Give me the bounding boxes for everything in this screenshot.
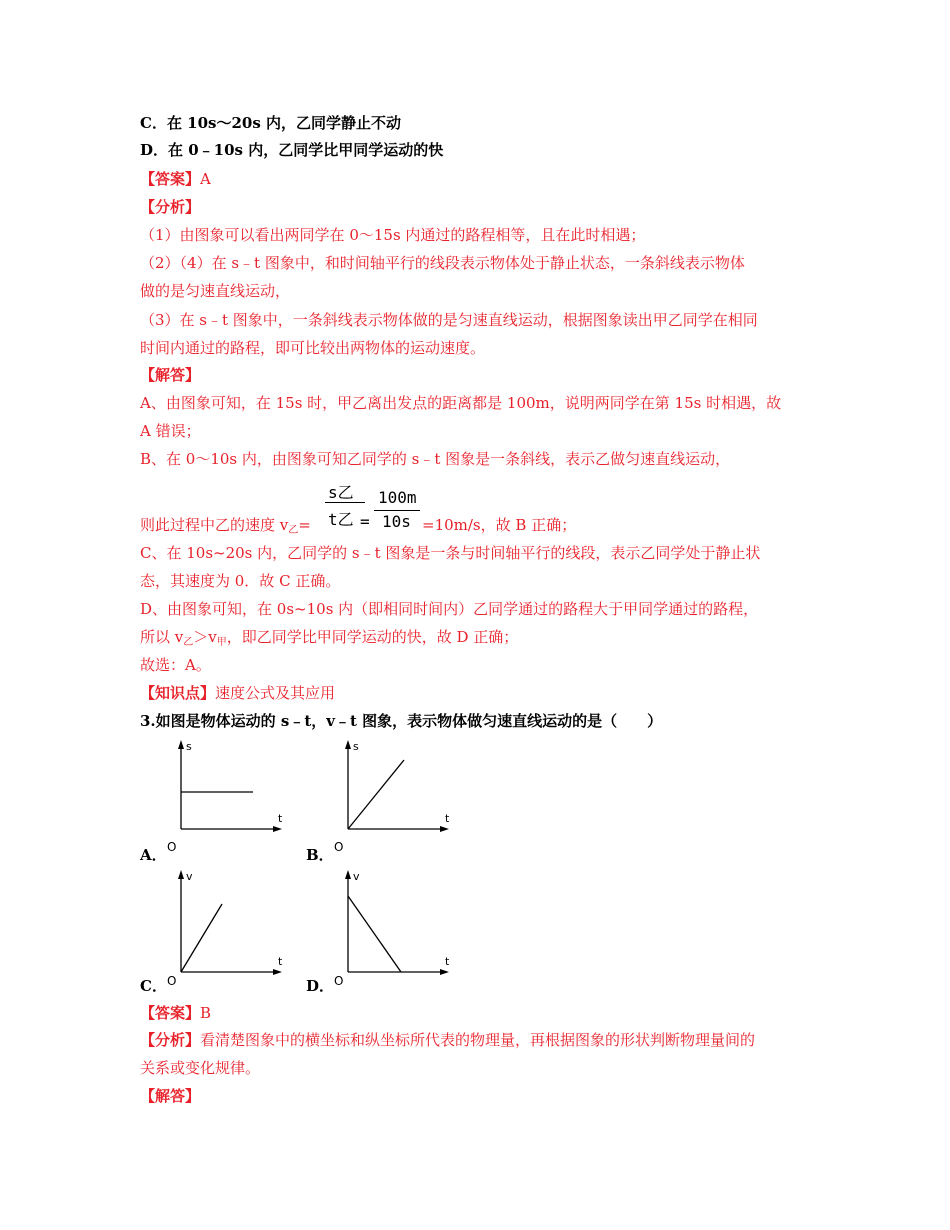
option-c-text: C．在 10s～20s 内，乙同学静止不动 bbox=[140, 114, 402, 132]
analysis2-tag: 【分析】 bbox=[140, 1031, 201, 1049]
y-axis-label: s bbox=[353, 740, 359, 753]
answer-tag: 【答案】 bbox=[140, 170, 201, 188]
speed-eq: = bbox=[298, 516, 311, 534]
origin-label: O bbox=[334, 974, 344, 988]
x-axis-arrow bbox=[440, 969, 449, 975]
solution-a2: A 错误； bbox=[140, 422, 201, 440]
solution-d1: D、由图象可知，在 0s~10s 内（即相同时间内）乙同学通过的路程大于甲同学通过的路程， bbox=[140, 600, 759, 618]
vd-sub-yi: 乙 bbox=[183, 637, 194, 648]
graph-c-option: C． bbox=[140, 977, 167, 995]
graph-d bbox=[331, 868, 456, 988]
analysis2-text: 看清楚图象中的横坐标和纵坐标所代表的物理量，再根据图象的形状判断物理量间的 bbox=[200, 1031, 756, 1049]
y-axis-label: v bbox=[353, 870, 360, 883]
fraction-denominator-2: 10s bbox=[382, 512, 411, 531]
analysis-p3b: 时间内通过的路程，即可比较出两物体的运动速度。 bbox=[140, 339, 486, 357]
graph-line bbox=[348, 760, 404, 829]
solution-b2 bbox=[140, 515, 311, 538]
knowledge-value: 速度公式及其应用 bbox=[215, 684, 336, 702]
origin-label: O bbox=[334, 840, 344, 854]
y-axis-arrow bbox=[178, 870, 184, 879]
solution-c2: 态，其速度为 0．故 C 正确。 bbox=[140, 572, 341, 590]
solution-b1: B、在 0～10s 内，由图象可知乙同学的 s﹣t 图象是一条斜线，表示乙做匀速直线运动， bbox=[140, 450, 731, 468]
x-axis-label: t bbox=[445, 955, 450, 968]
origin-label: O bbox=[167, 840, 177, 854]
fraction-numerator-1: s乙 bbox=[328, 483, 354, 502]
fraction-bar-2 bbox=[374, 510, 420, 511]
graph-line bbox=[181, 904, 222, 972]
fraction-numerator-2: 100m bbox=[378, 488, 417, 507]
x-axis-label: t bbox=[445, 812, 450, 825]
solution-c1: C、在 10s~20s 内，乙同学的 s﹣t 图象是一条与时间轴平行的线段，表示乙同学处于静止状 bbox=[140, 544, 761, 562]
knowledge-point bbox=[140, 683, 335, 703]
solution-tag: 【解答】 bbox=[140, 366, 201, 384]
answer2-value: B bbox=[200, 1004, 212, 1022]
speed-subscript: 乙 bbox=[288, 525, 299, 536]
analysis-p2a: （2）（4）在 s﹣t 图象中，和时间轴平行的线段表示物体处于静止状态，一条斜线表示物体 bbox=[140, 254, 745, 272]
x-axis-arrow bbox=[440, 826, 449, 832]
y-axis-arrow bbox=[345, 740, 351, 749]
fraction-equals: = bbox=[360, 512, 370, 531]
graph-c bbox=[164, 868, 289, 988]
analysis-2b: 关系或变化规律。 bbox=[140, 1059, 261, 1077]
analysis-tag: 【分析】 bbox=[140, 198, 201, 216]
y-axis-label: v bbox=[186, 870, 193, 883]
vd-sub-jia: 甲 bbox=[216, 637, 227, 648]
y-axis-arrow bbox=[178, 740, 184, 749]
x-axis-label: t bbox=[278, 955, 283, 968]
solution-a1: A、由图象可知，在 15s 时，甲乙离出发点的距离都是 100m，说明两同学在第 15s 时相遇，故 bbox=[140, 394, 782, 412]
solution2-tag: 【解答】 bbox=[140, 1087, 201, 1105]
graph-d-option: D． bbox=[306, 977, 335, 995]
origin-label: O bbox=[167, 974, 177, 988]
answer-value: A bbox=[200, 170, 211, 188]
x-axis-label: t bbox=[278, 812, 283, 825]
x-axis-arrow bbox=[273, 826, 282, 832]
graph-line bbox=[348, 896, 401, 972]
y-axis-arrow bbox=[345, 870, 351, 879]
option-d-text: D．在 0﹣10s 内，乙同学比甲同学运动的快 bbox=[140, 141, 444, 159]
vd-conclusion: ，即乙同学比甲同学运动的快，故 D 正确； bbox=[226, 628, 519, 646]
vd-compare: ＞v bbox=[193, 628, 217, 646]
fraction-bar-1 bbox=[325, 502, 365, 503]
analysis-2a bbox=[140, 1030, 755, 1050]
graph-b-option: B． bbox=[306, 846, 334, 864]
knowledge-tag: 【知识点】 bbox=[140, 684, 216, 702]
analysis-p2b: 做的是匀速直线运动， bbox=[140, 282, 291, 300]
graph-a bbox=[164, 738, 289, 858]
graph-a-option: A． bbox=[140, 846, 167, 864]
x-axis-arrow bbox=[273, 969, 282, 975]
analysis-p1: （1）由图象可以看出两同学在 0～15s 内通过的路程相等，且在此时相遇； bbox=[140, 226, 646, 244]
solution-b2-result: =10m/s，故 B 正确； bbox=[422, 516, 577, 534]
answer-1 bbox=[140, 169, 211, 189]
graph-b bbox=[331, 738, 456, 858]
answer-2 bbox=[140, 1003, 211, 1023]
choice-text: 故选：A。 bbox=[140, 656, 211, 674]
fraction-denominator-1: t乙 bbox=[328, 510, 354, 529]
speed-label: 则此过程中乙的速度 v bbox=[140, 516, 289, 534]
question-3: 3.如图是物体运动的 s﹣t，v﹣t 图象，表示物体做匀速直线运动的是（ ） bbox=[140, 712, 663, 730]
solution-d2 bbox=[140, 627, 518, 650]
analysis-p3a: （3）在 s﹣t 图象中，一条斜线表示物体做的是匀速直线运动，根据图象读出甲乙同学在相同 bbox=[140, 311, 758, 329]
vd-label: 所以 v bbox=[140, 628, 184, 646]
answer2-tag: 【答案】 bbox=[140, 1004, 201, 1022]
y-axis-label: s bbox=[186, 740, 192, 753]
